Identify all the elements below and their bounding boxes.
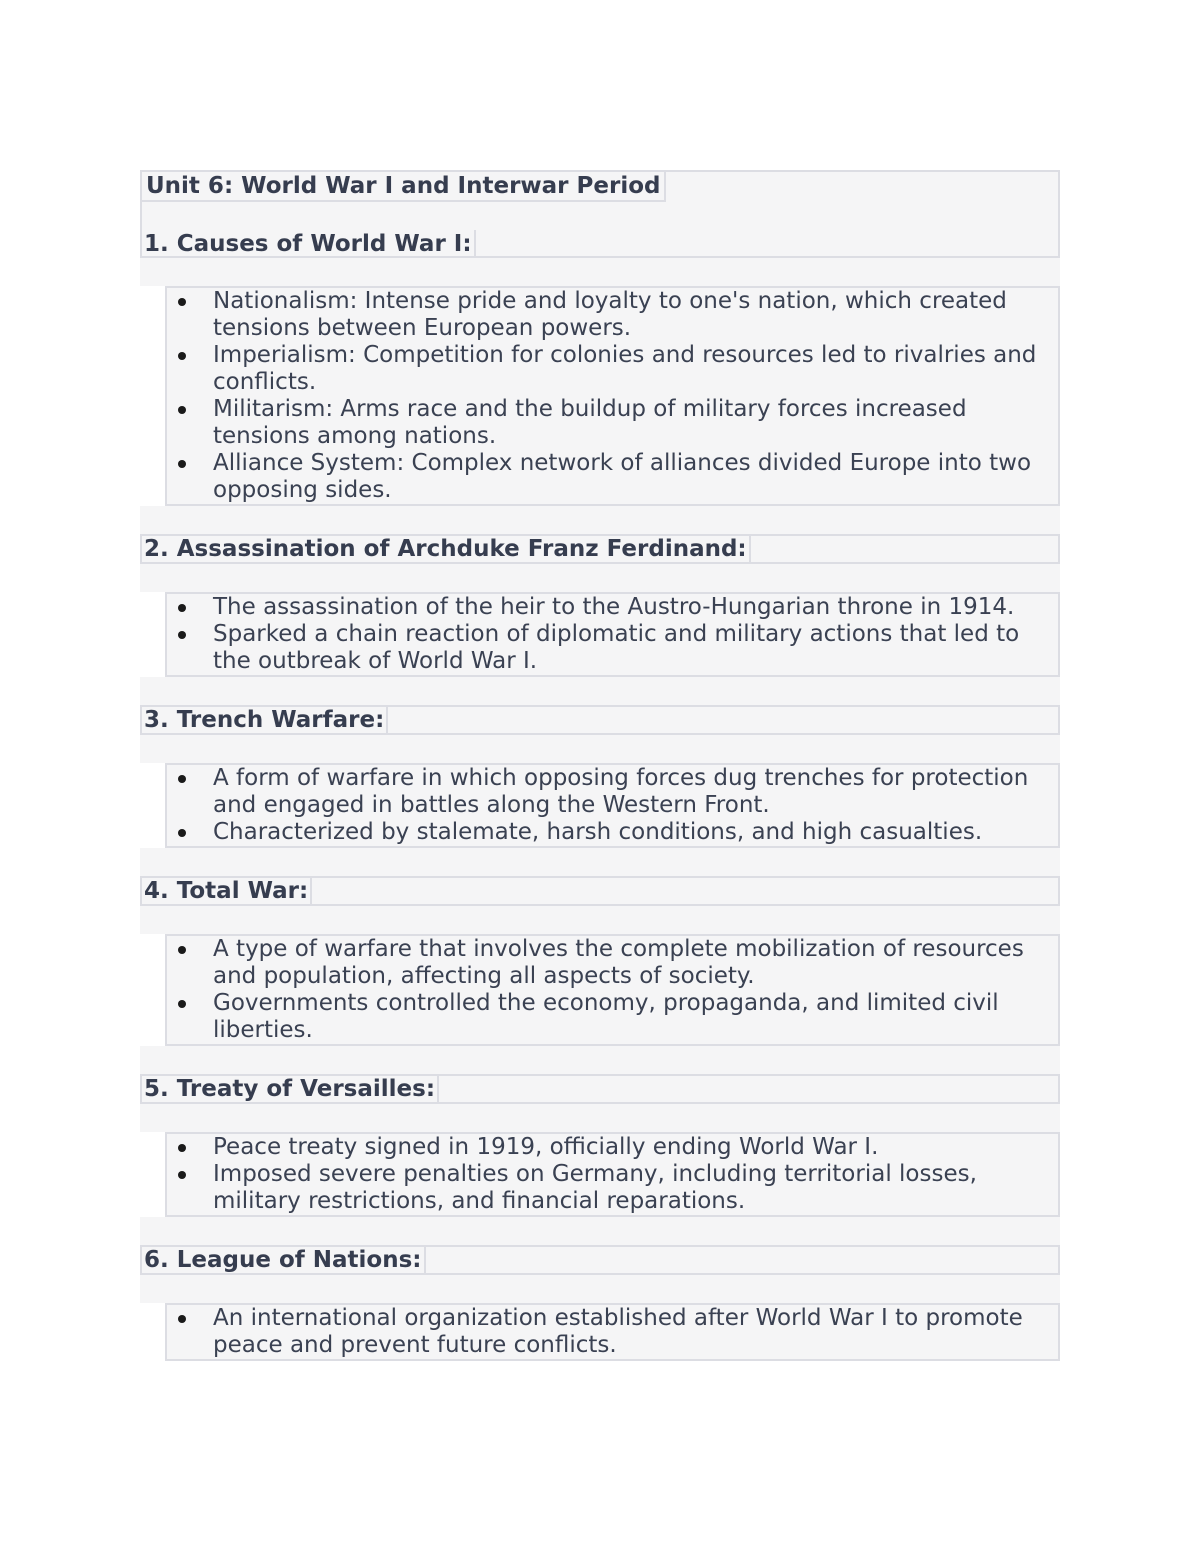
spacer — [140, 848, 1060, 876]
list-item: Nationalism: Intense pride and loyalty to one's nation, which created tensions between European powers. — [167, 288, 1054, 342]
list-item: Governments controlled the economy, propaganda, and limited civil liberties. — [167, 990, 1054, 1044]
document — [140, 170, 1060, 1361]
list-item: Imposed severe penalties on Germany, including territorial losses, military restrictions, and financial reparations. — [167, 1161, 1054, 1215]
spacer — [140, 677, 1060, 705]
section-heading-row — [140, 1074, 1060, 1104]
section-heading: 5. Treaty of Versailles: — [142, 1076, 439, 1104]
section-list — [165, 1303, 1060, 1361]
section-heading-row — [140, 876, 1060, 906]
spacer — [140, 1217, 1060, 1245]
list-item: Characterized by stalemate, harsh conditions, and high casualties. — [167, 819, 1054, 846]
list-item: Peace treaty signed in 1919, officially ending World War I. — [167, 1134, 1054, 1161]
list-item: Alliance System: Complex network of alliances divided Europe into two opposing sides. — [167, 450, 1054, 504]
section-heading-row — [140, 1245, 1060, 1275]
section-list — [165, 1132, 1060, 1217]
list-item: A type of warfare that involves the complete mobilization of resources and population, affecting all aspects of society. — [167, 936, 1054, 990]
list-item: Militarism: Arms race and the buildup of military forces increased tensions among nations. — [167, 396, 1054, 450]
spacer — [140, 906, 1060, 934]
section-heading: 1. Causes of World War I: — [142, 230, 476, 258]
section-list — [165, 934, 1060, 1046]
spacer — [140, 506, 1060, 534]
spacer — [140, 564, 1060, 592]
list-item: Sparked a chain reaction of diplomatic and military actions that led to the outbreak of World War I. — [167, 621, 1054, 675]
list-item: The assassination of the heir to the Austro-Hungarian throne in 1914. — [167, 594, 1054, 621]
section-heading: 2. Assassination of Archduke Franz Ferdinand: — [142, 536, 751, 564]
spacer — [140, 1104, 1060, 1132]
spacer — [140, 1046, 1060, 1074]
section-heading: 3. Trench Warfare: — [142, 707, 388, 735]
section-list — [165, 286, 1060, 506]
title-block — [140, 170, 1060, 258]
spacer — [140, 1275, 1060, 1303]
spacer — [140, 735, 1060, 763]
list-item: An international organization established after World War I to promote peace and prevent future conflicts. — [167, 1305, 1054, 1359]
spacer — [140, 258, 1060, 286]
list-item: Imperialism: Competition for colonies and resources led to rivalries and conflicts. — [167, 342, 1054, 396]
section-heading: 6. League of Nations: — [142, 1247, 426, 1275]
document-title: Unit 6: World War I and Interwar Period — [142, 172, 666, 202]
section-heading-row — [140, 534, 1060, 564]
section-heading-row — [140, 705, 1060, 735]
list-item: A form of warfare in which opposing forces dug trenches for protection and engaged in battles along the Western Front. — [167, 765, 1054, 819]
section-heading: 4. Total War: — [142, 878, 312, 906]
section-list — [165, 592, 1060, 677]
section-list — [165, 763, 1060, 848]
